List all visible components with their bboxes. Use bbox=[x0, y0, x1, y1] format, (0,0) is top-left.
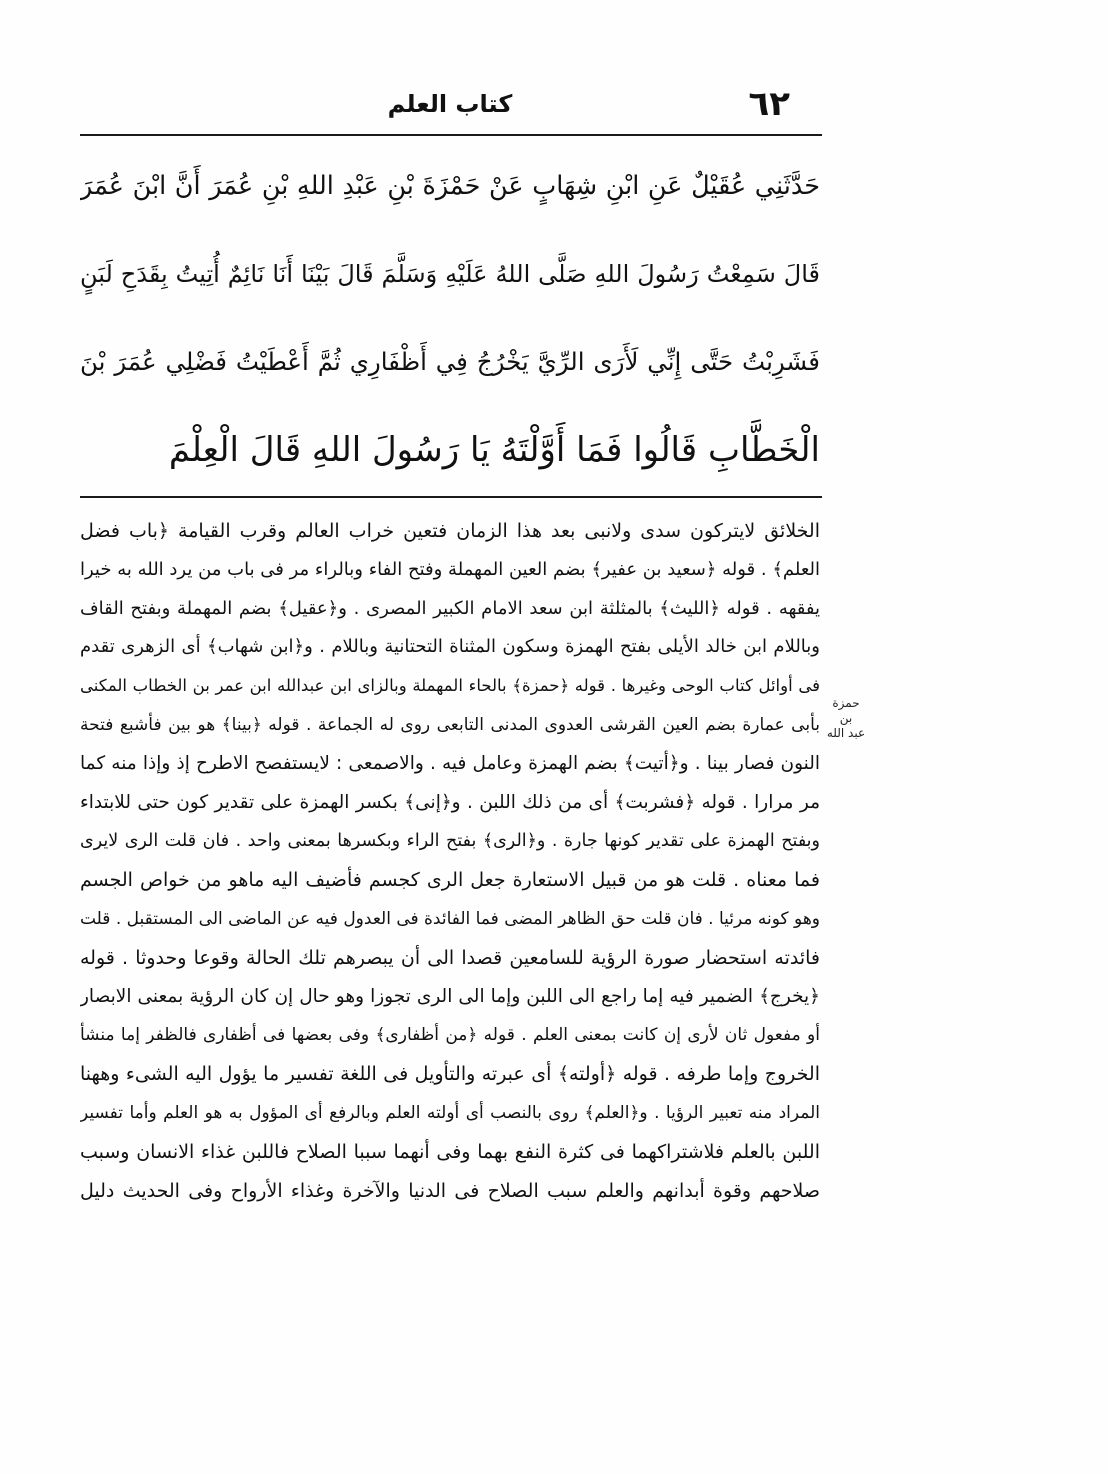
commentary-line: ﴿يخرج﴾ الضمير فيه إما راجع الى اللبن وإما الى الرى تجوزا وهو حال إن كان الرؤية بمعنى الابصار bbox=[80, 985, 820, 1007]
commentary-line: يفقهه . قوله ﴿الليث﴾ بالمثلثة ابن سعد الامام الكبير المصرى . و﴿عقيل﴾ بضم المهملة وبفتح القاف bbox=[80, 597, 820, 619]
hadith-line: قَالَ سَمِعْتُ رَسُولَ اللهِ صَلَّى اللهُ عَلَيْهِ وَسَلَّمَ قَالَ بَيْنَا أَنَا نَائِمٌ أُتِيتُ بِقَدَحِ لَبَنٍ bbox=[80, 260, 820, 288]
commentary-line: فائدته استحضار صورة الرؤية للسامعين قصدا الى أن يبصرهم تلك الحالة وقوعا وحدوثا . قوله bbox=[80, 946, 820, 969]
commentary-line: وهو كونه مرئيا . فان قلت حق الظاهر المضى فما الفائدة فى العدول فيه عن الماضى الى المستقبل . قلت bbox=[80, 908, 820, 929]
commentary-line: وبفتح الهمزة على تقدير كونها جارة . و﴿الرى﴾ بفتح الراء وبكسرها بمعنى واحد . فان قلت الرى لايرى bbox=[80, 831, 820, 852]
hadith-line: فَشَرِبْتُ حَتَّى إِنِّي لَأَرَى الرِّيَّ يَخْرُجُ فِي أَظْفَارِي ثُمَّ أَعْطَيْتُ فَضْلِي عُمَرَ بْنَ bbox=[80, 347, 820, 376]
page-header bbox=[80, 78, 820, 128]
commentary-line: أو مفعول ثان لأرى إن كانت بمعنى العلم . قوله ﴿من أظفارى﴾ وفى بعضها فى أظفارى فالظفر إما منشأ bbox=[80, 1025, 820, 1046]
hadith-line: حَدَّثَنِي عُقَيْلٌ عَنِ ابْنِ شِهَابٍ عَنْ حَمْزَةَ بْنِ عَبْدِ اللهِ بْنِ عُمَرَ أَنَّ ابْنَ عُمَرَ bbox=[80, 171, 820, 201]
commentary-line: بأبى عمارة بضم العين القرشى العدوى المدنى التابعى روى له الجماعة . قوله ﴿بينا﴾ هو بين فأشبع فتحة bbox=[80, 714, 820, 735]
margin-note-line: حمزة بن bbox=[832, 696, 860, 725]
commentary-text bbox=[80, 512, 820, 1210]
commentary-line: صلاحهم وقوة أبدانهم والعلم سبب الصلاح فى الدنيا والآخرة وغذاء الأرواح وفى الحديث دليل bbox=[80, 1179, 820, 1202]
commentary-line: وباللام ابن خالد الأيلى بفتح الهمزة وسكون المثناة التحتانية وباللام . و﴿ابن شهاب﴾ أى الزهرى تقدم bbox=[80, 636, 820, 658]
commentary-line: النون فصار بينا . و﴿أتيت﴾ بضم الهمزة وعامل فيه . والاصمعى : لايستفصح الاطرح إذ وإذا منه كما bbox=[80, 752, 820, 774]
commentary-line: المراد منه تعبير الرؤيا . و﴿العلم﴾ روى بالنصب أى أولته العلم وبالرفع أى المؤول به هو العلم وأما تفسير bbox=[80, 1102, 820, 1123]
hadith-text bbox=[80, 146, 820, 498]
commentary-line: الخروج وإما طرفه . قوله ﴿أولته﴾ أى عبرته والتأويل فى اللغة تفسير ما يؤول اليه الشىء وههنا bbox=[80, 1063, 820, 1086]
hadith-line: الْخَطَّابِ قَالُوا فَمَا أَوَّلْتَهُ يَا رَسُولَ اللهِ قَالَ الْعِلْمَ bbox=[168, 430, 820, 470]
commentary-line: فما معناه . قلت هو من قبيل الاستعارة جعل الرى كجسم فأضيف اليه ماهو من خواص الجسم bbox=[80, 869, 820, 892]
commentary-line: العلم﴾ . قوله ﴿سعيد بن عفير﴾ بضم العين المهملة وفتح الفاء وبالراء مر فى باب من يرد الله به خيرا bbox=[80, 558, 820, 580]
commentary-line: اللبن بالعلم فلاشتراكهما فى كثرة النفع بهما وفى أنهما سببا الصلاح فاللبن غذاء الانسان وسبب bbox=[80, 1140, 820, 1163]
margin-note-line: عبد الله bbox=[826, 726, 866, 740]
commentary-line: فى أوائل كتاب الوحى وغيرها . قوله ﴿حمزة﴾ بالحاء المهملة وبالزاى ابن عبدالله ابن عمر بن الخطاب المكنى bbox=[80, 676, 820, 696]
header-rule bbox=[80, 134, 822, 136]
running-title: كتاب العلم bbox=[387, 90, 513, 118]
commentary-line: الخلائق لايتركون سدى ولانبى بعد هذا الزمان فتعين خراب العالم وقرب القيامة ﴿باب فضل bbox=[80, 520, 820, 542]
section-divider bbox=[80, 496, 822, 498]
commentary-line: مر مرارا . قوله ﴿فشربت﴾ أى من ذلك اللبن . و﴿إنى﴾ بكسر الهمزة على تقدير كون حتى للابتداء bbox=[80, 791, 820, 813]
margin-note bbox=[826, 696, 866, 741]
page-number: ٦٢ bbox=[748, 84, 790, 124]
